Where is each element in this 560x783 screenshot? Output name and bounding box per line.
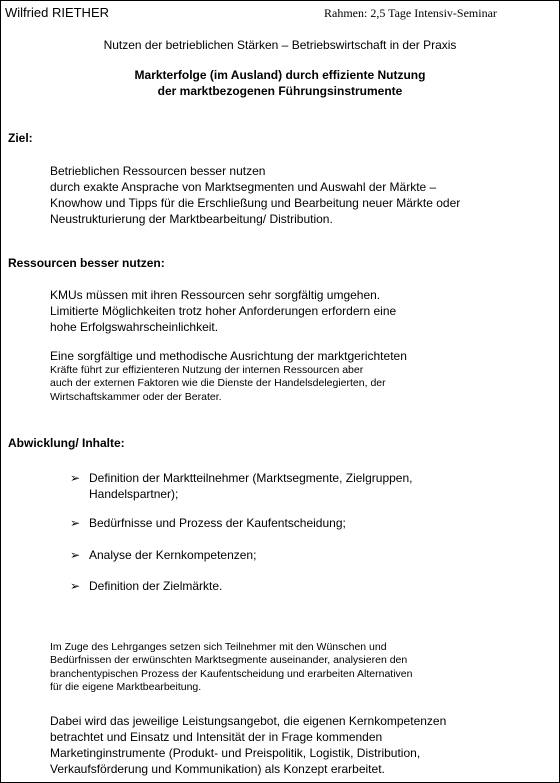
bullet-arrow-icon: ➢ [70,516,81,530]
bullet-item [89,470,412,502]
closing-paragraph-2 [50,713,446,777]
bullet-line: Definition der Marktteilnehmer (Marktsegmente, Zielgruppen, [89,471,413,485]
ressourcen-line: Wirtschaftskammer oder der Berater. [50,390,222,403]
document-title-line-1: Markterfolge (im Ausland) durch effiziente Nutzung [134,68,426,82]
ziel-line: Betrieblichen Ressourcen besser nutzen [50,164,266,178]
ressourcen-line: KMUs müssen mit ihren Ressourcen sehr sorgfältig umgehen. [50,288,381,302]
closing-line: Im Zuge des Lehrganges setzen sich Teilnehmer mit den Wünschen und [50,641,387,653]
seminar-frame: Rahmen: 2,5 Tage Intensiv-Seminar [324,6,497,20]
ziel-line: durch exakte Ansprache von Marktsegmenten und Auswahl der Märkte – [50,180,437,194]
bullet-arrow-icon: ➢ [70,579,81,593]
ziel-line: Knowhow und Tipps für die Erschließung und Bearbeitung neuer Märkte oder [50,196,461,210]
bullet-item: Definition der Zielmärkte. [89,579,223,593]
closing-paragraph-1 [50,641,413,694]
section-heading-abwicklung: Abwicklung/ Inhalte: [8,436,125,450]
section-heading-ziel: Ziel: [8,131,33,145]
ressourcen-line: Kräfte führt zur effizienteren Nutzung der internen Ressourcen aber [50,364,364,376]
document-subtitle: Nutzen der betrieblichen Stärken – Betriebswirtschaft in der Praxis [103,38,457,52]
ressourcen-line: auch der externen Faktoren wie die Dienste der Handelsdelegierten, der [50,377,386,390]
ressourcen-line: hohe Erfolgswahrscheinlichkeit. [50,320,219,334]
bullet-line: Handelspartner); [89,487,179,501]
ziel-text [50,163,460,227]
bullet-arrow-icon: ➢ [70,548,81,562]
closing-line: Bedürfnissen der erwünschten Marktsegmente auseinander, analysieren den [50,654,408,667]
ressourcen-paragraph-2 [50,364,386,404]
bullet-arrow-icon: ➢ [70,471,81,485]
author-name: Wilfried RIETHER [5,5,110,20]
ressourcen-line: Limitierte Möglichkeiten trotz hoher Anforderungen erfordern eine [50,304,397,318]
ziel-line: Neustrukturierung der Marktbearbeitung/ Distribution. [50,212,333,226]
closing-line: Dabei wird das jeweilige Leistungsangebot, die eigenen Kernkompetenzen [50,714,447,728]
ressourcen-paragraph-1 [50,287,396,335]
closing-line: Verkaufsförderung und Kommunikation) als Konzept erarbeitet. [50,762,385,776]
closing-line: für die eigene Marktbearbeitung. [50,680,202,693]
ressourcen-paragraph-2-first-line: Eine sorgfältige und methodische Ausrichtung der marktgerichteten [50,349,407,363]
closing-line: branchentypischen Prozess der Kaufentscheidung und erarbeiten Alternativen [50,667,413,680]
closing-line: Marketinginstrumente (Produkt- und Preispolitik, Logistik, Distribution, [50,746,421,760]
section-heading-ressourcen: Ressourcen besser nutzen: [8,256,165,270]
document-title-line-2: der marktbezogenen Führungsinstrumente [157,84,403,98]
bullet-item: Analyse der Kernkompetenzen; [89,548,257,562]
closing-line: betrachtet und Einsatz und Intensität der in Frage kommenden [50,730,383,744]
bullet-item: Bedürfnisse und Prozess der Kaufentscheidung; [89,516,346,530]
